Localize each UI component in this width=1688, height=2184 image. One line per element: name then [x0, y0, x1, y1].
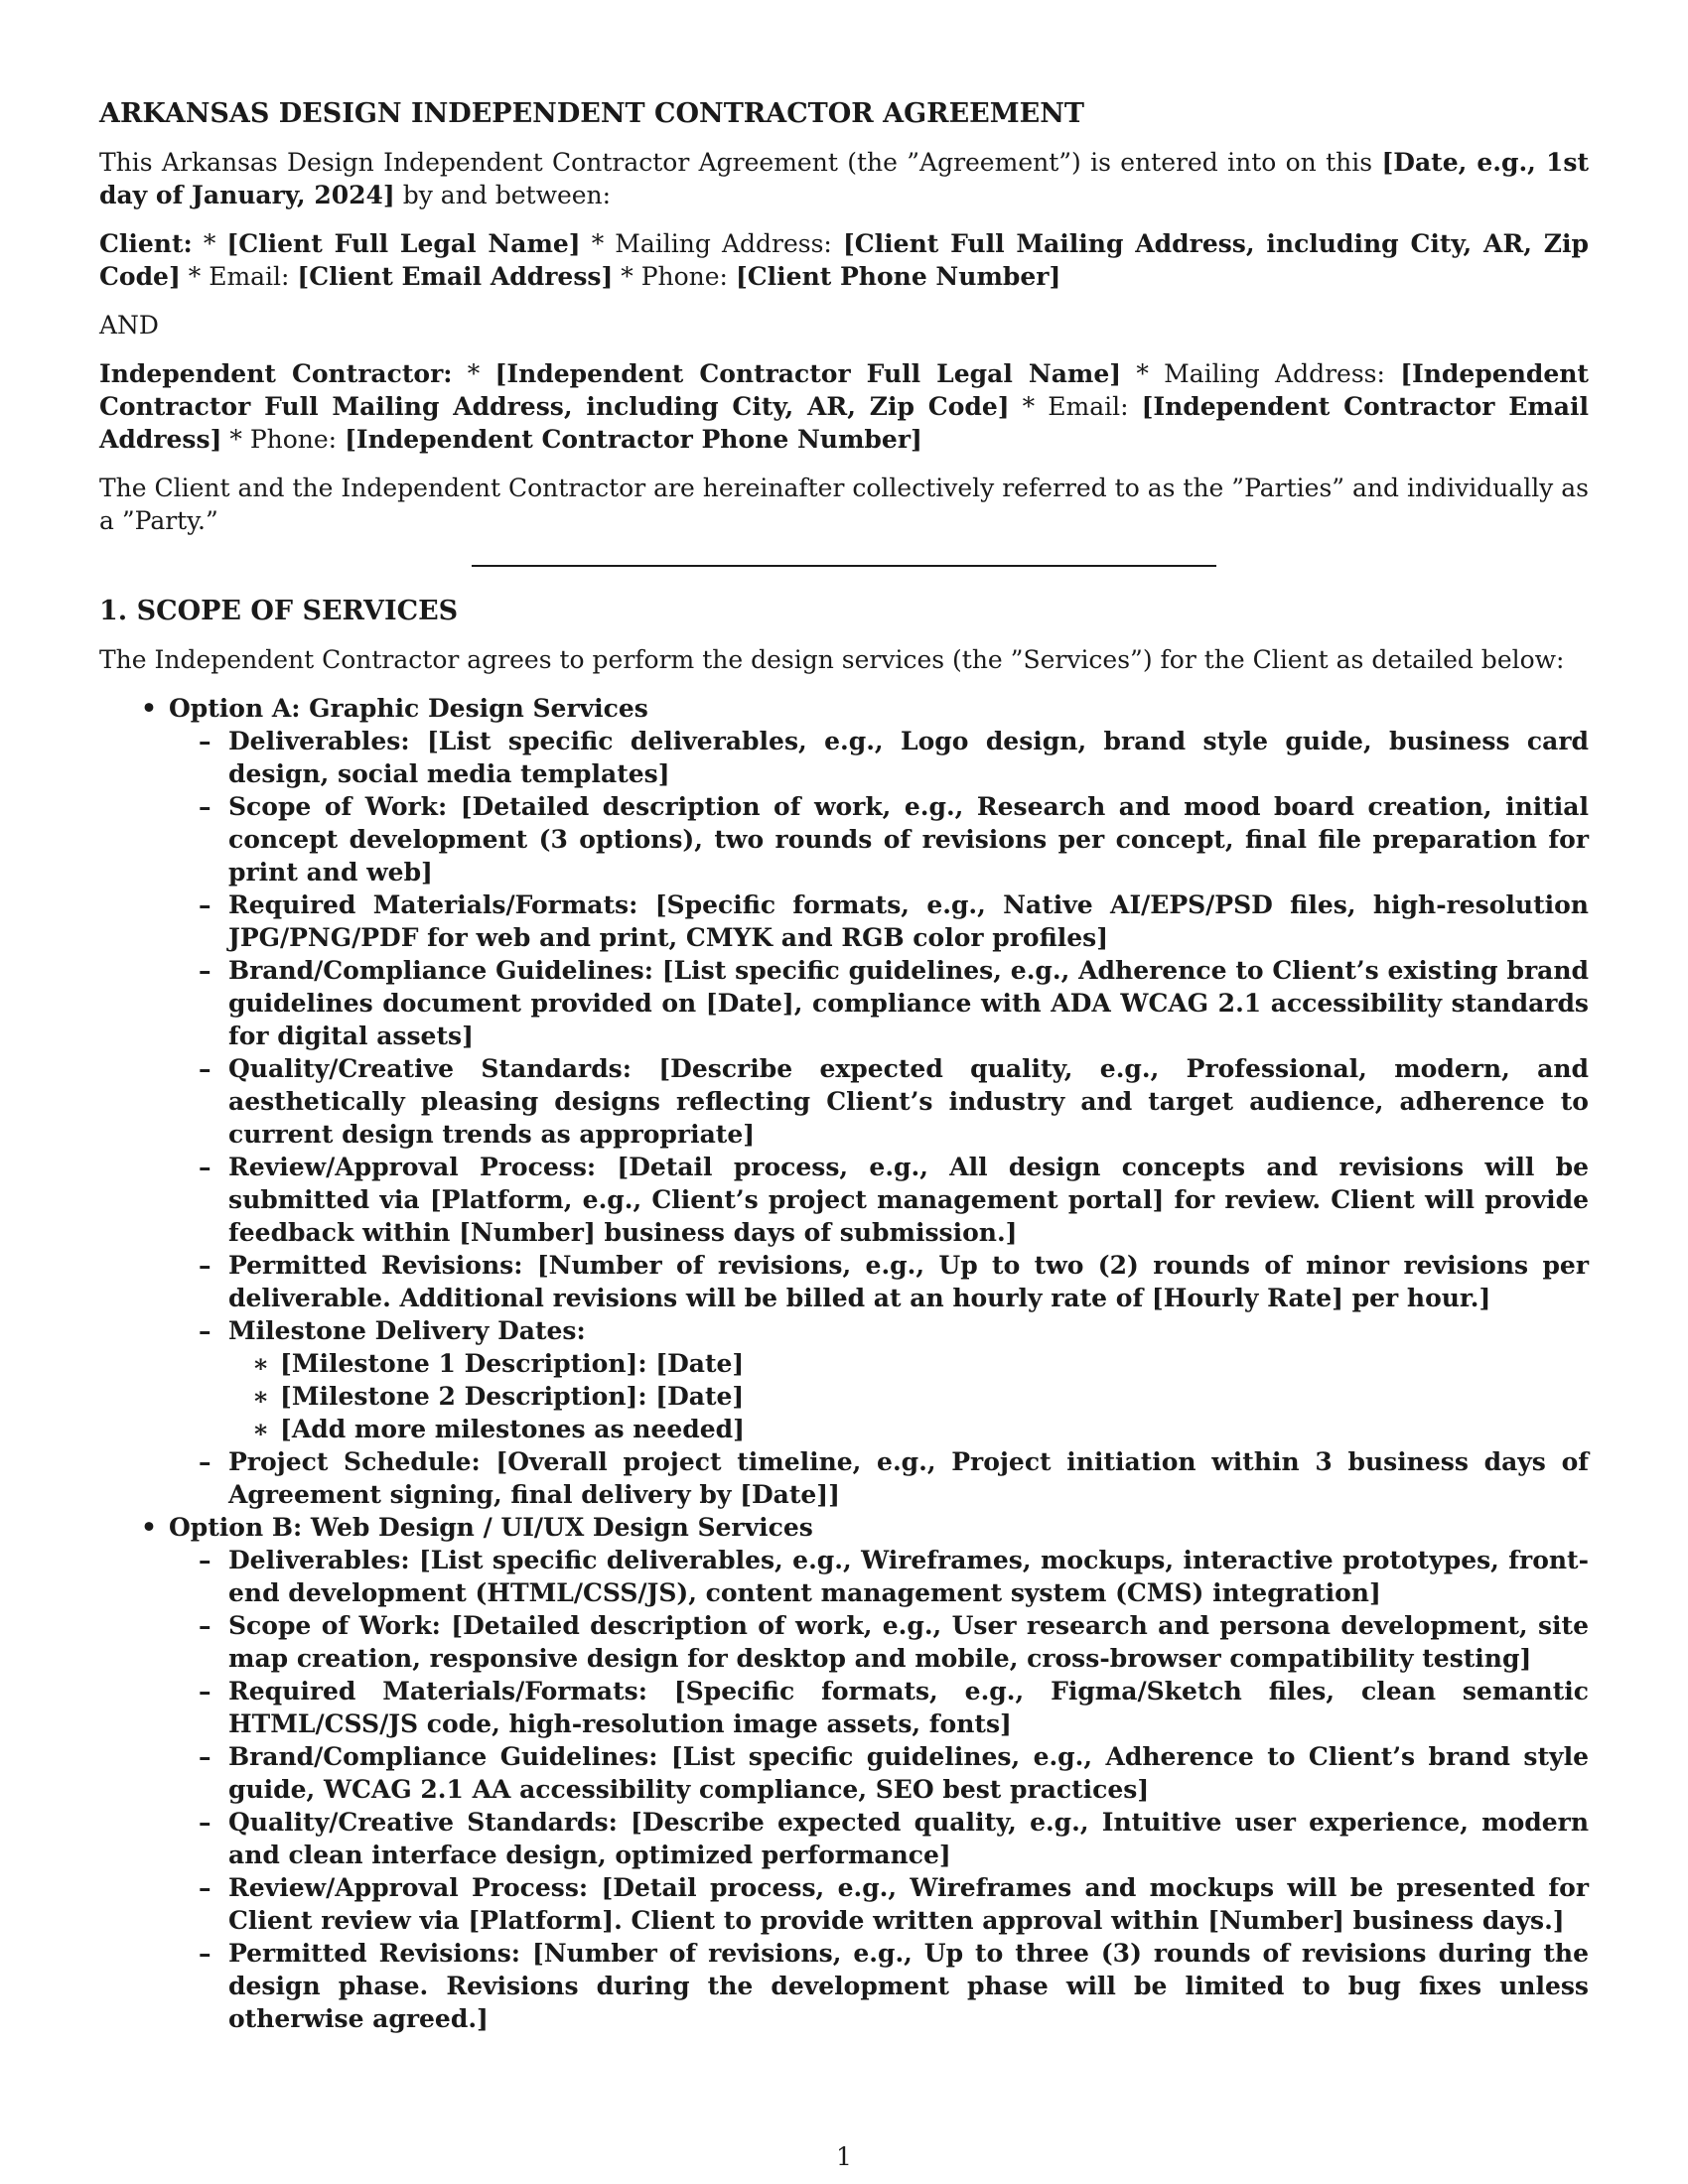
- star-marker: ∗: [252, 1415, 270, 1443]
- item-text: Permitted Revisions: [Number of revisions, e.g., Up to two (2) rounds of minor revisions per deliverable. Additional revisions will be billed at an hourly rate of [Hourly Rate] per hour.]: [228, 1251, 1589, 1312]
- dash-marker: –: [199, 1677, 211, 1706]
- client-label: Client:: [99, 229, 193, 258]
- and-separator: AND: [99, 311, 159, 340]
- dash-marker: –: [199, 1054, 211, 1083]
- intro-paragraph: [99, 146, 1589, 211]
- contractor-phone-label: * Phone:: [221, 425, 346, 454]
- client-phone-label: * Phone:: [613, 262, 736, 291]
- option-b: [141, 1511, 1589, 2035]
- item-text: Required Materials/Formats: [Specific formats, e.g., Figma/Sketch files, clean semantic HTML/CSS/JS code, high-resolution image assets, fonts]: [228, 1677, 1589, 1738]
- list-item: [199, 1806, 1589, 1871]
- page-number: 1: [836, 2142, 852, 2171]
- contractor-block: [99, 357, 1589, 456]
- list-item: [199, 1740, 1589, 1806]
- list-item: [199, 1871, 1589, 1937]
- list-item: [199, 1544, 1589, 1609]
- section-heading-scope: 1. SCOPE OF SERVICES: [99, 596, 459, 626]
- client-mail-placeholder: [Client Full Mailing Address, including City, AR, Zip Code]: [99, 229, 1589, 291]
- client-email-label: * Email:: [180, 262, 298, 291]
- document-page: [99, 97, 1589, 2035]
- star-marker: ∗: [252, 1382, 270, 1411]
- item-text: Brand/Compliance Guidelines: [List specific guidelines, e.g., Adherence to Client’s existing brand guidelines document provided on [Date], compliance with ADA WCAG 2.1 accessibility standards for digital assets]: [228, 956, 1589, 1050]
- list-item: [199, 1675, 1589, 1740]
- dash-marker: –: [199, 1546, 211, 1574]
- intro-text-end: by and between:: [394, 181, 612, 209]
- item-text: Deliverables: [List specific deliverables, e.g., Logo design, brand style guide, business card design, social media templates]: [228, 727, 1589, 788]
- option-a-items: [169, 725, 1589, 1511]
- contractor-mail-label: * Mailing Address:: [1121, 359, 1401, 388]
- options-list: [99, 692, 1589, 2035]
- milestone-item: [252, 1413, 1589, 1445]
- horizontal-rule: [472, 565, 1216, 567]
- item-text: Review/Approval Process: [Detail process, e.g., Wireframes and mockups will be presented for Client review via [Platform]. Client to provide written approval within [Number] business days.]: [228, 1873, 1589, 1935]
- client-bullet: *: [192, 229, 227, 258]
- item-text: Scope of Work: [Detailed description of work, e.g., User research and persona development, site map creation, responsive design for desktop and mobile, cross-browser compatibility testing]: [228, 1611, 1589, 1673]
- item-text: Scope of Work: [Detailed description of work, e.g., Research and mood board creation, initial concept development (3 options), two rounds of revisions per concept, final file preparation for print and web]: [228, 792, 1589, 887]
- contractor-email-placeholder: [Independent Contractor Email Address]: [99, 392, 1589, 454]
- bullet-marker: •: [141, 694, 157, 723]
- dash-marker: –: [199, 792, 211, 821]
- list-item: [199, 1609, 1589, 1675]
- list-item: [199, 725, 1589, 790]
- list-item: [199, 790, 1589, 888]
- dash-marker: –: [199, 1742, 211, 1771]
- contractor-name-placeholder: [Independent Contractor Full Legal Name]: [494, 359, 1122, 388]
- milestone-text: [Add more milestones as needed]: [280, 1415, 745, 1443]
- intro-text: This Arkansas Design Independent Contractor Agreement (the ”Agreement”) is entered into on this: [99, 148, 1382, 177]
- list-item: [199, 1249, 1589, 1314]
- document-title: ARKANSAS DESIGN INDEPENDENT CONTRACTOR AGREEMENT: [99, 98, 1084, 129]
- milestone-text: [Milestone 1 Description]: [Date]: [280, 1349, 745, 1378]
- dash-marker: –: [199, 1939, 211, 1968]
- dash-marker: –: [199, 1316, 211, 1345]
- dash-marker: –: [199, 1153, 211, 1181]
- milestone-item: [252, 1347, 1589, 1380]
- list-item: [199, 1937, 1589, 2035]
- star-marker: ∗: [252, 1349, 270, 1378]
- option-a-title: Option A: Graphic Design Services: [169, 694, 648, 723]
- item-text: Deliverables: [List specific deliverables, e.g., Wireframes, mockups, interactive prototypes, front-end development (HTML/CSS/JS), content management system (CMS) integration]: [228, 1546, 1589, 1607]
- bullet-marker: •: [141, 1513, 157, 1542]
- contractor-label: Independent Contractor:: [99, 359, 453, 388]
- dash-marker: –: [199, 727, 211, 755]
- item-text: Required Materials/Formats: [Specific formats, e.g., Native AI/EPS/PSD files, high-resolution JPG/PNG/PDF for web and print, CMYK and RGB color profiles]: [228, 890, 1589, 952]
- list-item: [199, 954, 1589, 1052]
- client-block: [99, 227, 1589, 293]
- list-item: [199, 1052, 1589, 1151]
- item-text: Project Schedule: [Overall project timeline, e.g., Project initiation within 3 business days of Agreement signing, final delivery by [Date]]: [228, 1447, 1589, 1509]
- dash-marker: –: [199, 956, 211, 985]
- parties-paragraph: The Client and the Independent Contractor are hereinafter collectively referred to as the ”Parties” and individually as a ”Party.”: [99, 474, 1589, 535]
- dash-marker: –: [199, 1447, 211, 1476]
- item-text: Review/Approval Process: [Detail process, e.g., All design concepts and revisions will be submitted via [Platform, e.g., Client’s project management portal] for review. Client will provide feedback within [Number] business days of submission.]: [228, 1153, 1589, 1247]
- client-phone-placeholder: [Client Phone Number]: [735, 262, 1061, 291]
- item-text: Permitted Revisions: [Number of revisions, e.g., Up to three (3) rounds of revisions during the design phase. Revisions during the development phase will be limited to bug fixes unless otherwise agreed.]: [228, 1939, 1589, 2033]
- item-text: Quality/Creative Standards: [Describe expected quality, e.g., Professional, modern, and aesthetically pleasing designs reflecting Client’s industry and target audience, adherence to current design trends as appropriate]: [228, 1054, 1589, 1149]
- intro-date-placeholder: [Date, e.g., 1st day of January, 2024]: [99, 148, 1589, 209]
- client-name-placeholder: [Client Full Legal Name]: [226, 229, 581, 258]
- option-a: [141, 692, 1589, 1511]
- milestones-list: [228, 1347, 1589, 1445]
- milestone-text: [Milestone 2 Description]: [Date]: [280, 1382, 745, 1411]
- milestone-item: [252, 1380, 1589, 1413]
- contractor-mail-placeholder: [Independent Contractor Full Mailing Address, including City, AR, Zip Code]: [99, 359, 1589, 421]
- dash-marker: –: [199, 890, 211, 919]
- list-item: [199, 1445, 1589, 1511]
- item-text: Brand/Compliance Guidelines: [List specific guidelines, e.g., Adherence to Client’s brand style guide, WCAG 2.1 AA accessibility compliance, SEO best practices]: [228, 1742, 1589, 1804]
- list-item: [199, 1151, 1589, 1249]
- option-b-title: Option B: Web Design / UI/UX Design Services: [169, 1513, 813, 1542]
- client-mail-label: * Mailing Address:: [580, 229, 843, 258]
- dash-marker: –: [199, 1251, 211, 1280]
- option-b-items: [169, 1544, 1589, 2035]
- client-email-placeholder: [Client Email Address]: [297, 262, 614, 291]
- contractor-bullet: *: [452, 359, 495, 388]
- item-text: Quality/Creative Standards: [Describe expected quality, e.g., Intuitive user experience, modern and clean interface design, optimized performance]: [228, 1808, 1589, 1869]
- dash-marker: –: [199, 1611, 211, 1640]
- dash-marker: –: [199, 1873, 211, 1902]
- section-intro: The Independent Contractor agrees to perform the design services (the ”Services”) for the Client as detailed below:: [99, 645, 1565, 674]
- dash-marker: –: [199, 1808, 211, 1837]
- list-item: [199, 888, 1589, 954]
- contractor-email-label: * Email:: [1009, 392, 1142, 421]
- milestones-label: Milestone Delivery Dates:: [228, 1316, 586, 1345]
- list-item-milestones: [199, 1314, 1589, 1445]
- contractor-phone-placeholder: [Independent Contractor Phone Number]: [345, 425, 922, 454]
